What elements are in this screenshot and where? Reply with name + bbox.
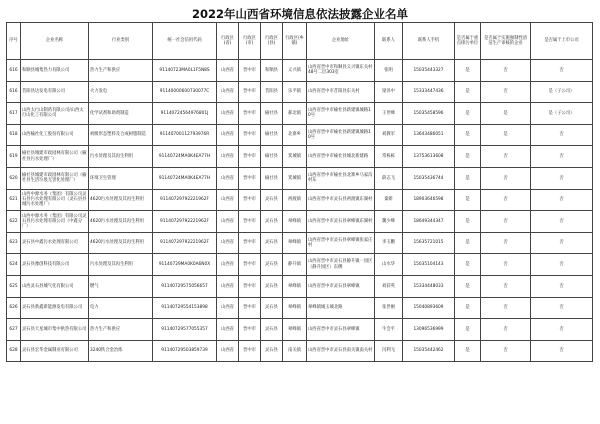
table-row [7,340,593,362]
township-cell: 箕城镇 [283,146,307,168]
listed-company-flag-cell: 否 [531,232,593,254]
contact-person-cell: 张明 [375,60,403,82]
table-row [7,189,593,211]
city-cell: 晋中市 [239,319,261,341]
clean-production-flag-cell: 否 [481,297,531,319]
industry-category-cell: 4620污水处理及其再生利用 [89,189,153,211]
county-cell: 灵石县 [261,275,283,297]
address-cell: 山西省晋中市榆社县北寨乡马家沟村东 [307,167,375,189]
county-cell: 昔阳县 [261,81,283,103]
table-row [7,60,593,82]
address-cell: 山西省晋中市灵石县翠峰镇 [307,275,375,297]
province-cell: 山西省 [217,297,239,319]
county-cell: 灵石县 [261,232,283,254]
row-number-cell: 616 [7,60,21,82]
contact-person-cell: 牛会平 [375,319,403,341]
table-row [7,167,593,189]
contact-phone-cell: 13753613608 [403,146,455,168]
key-polluter-flag-cell: 是 [455,275,481,297]
table-row [7,254,593,276]
company-name-cell: 昔阳县达发电有限公司 [21,81,89,103]
table-body [7,60,593,362]
city-cell: 晋中市 [239,211,261,233]
company-name-cell: 榆社县城建市政园林有限公司（榆社县污水处理厂） [21,146,89,168]
province-cell: 山西省 [217,167,239,189]
clean-production-flag-cell: 是 [481,124,531,146]
listed-company-flag-cell: 否 [531,254,593,276]
company-name-cell: 山西灵石县城气化有限公司 [21,275,89,297]
header-cell: 企业地址 [307,23,375,60]
key-polluter-flag-cell: 是 [455,146,481,168]
contact-person-cell: 刘教军 [375,124,403,146]
city-cell: 晋中市 [239,340,261,362]
company-name-cell: 山西中源水务（集团）有限公司灵石县污水处理有限公司（灵石县县城污水处理厂） [21,189,89,211]
address-cell: 山西省晋中市昔阳县东关村 [307,81,375,103]
industry-category-cell: 环境卫生管理 [89,167,153,189]
county-cell: 灵石县 [261,254,283,276]
table-row [7,275,593,297]
city-cell: 晋中市 [239,146,261,168]
page-title: 2022年山西省环境信息依法披露企业名单 [191,7,408,21]
key-polluter-flag-cell: 是 [455,211,481,233]
contact-person-cell: 常栋栋 [375,146,403,168]
province-cell: 山西省 [217,60,239,82]
credit-code-cell: 91140729MA0K0A6N0X [153,254,217,276]
listed-company-flag-cell: 否 [531,297,593,319]
city-cell: 晋中市 [239,189,261,211]
listed-company-flag-cell: 否 [531,340,593,362]
county-cell: 榆社县 [261,146,283,168]
contact-phone-cell: 15035458596 [403,103,455,125]
header-cell: 企业名称 [21,23,89,60]
company-name-cell: 榆社县城建市政园林有限公司（榆社县生活垃圾无害化处理厂） [21,167,89,189]
key-polluter-flag-cell: 是 [455,103,481,125]
company-name-cell: 灵石县豫创科技有限公司 [21,254,89,276]
province-cell: 山西省 [217,232,239,254]
industry-category-cell: 热力生产和供应 [89,319,153,341]
clean-production-flag-cell: 否 [481,232,531,254]
county-cell: 榆社县 [261,167,283,189]
city-cell: 晋中市 [239,167,261,189]
company-name-cell: 山西太行山制药有限公司/山西太行山化工有限公司 [21,103,89,125]
header-cell: 行政区(市) [239,23,261,60]
contact-person-cell: 秦新 [375,189,403,211]
header-cell: 是否属于上市公司 [531,23,593,60]
address-cell: 山西省晋中市灵石县南关镇南关村 [307,340,375,362]
key-polluter-flag-cell: 是 [455,81,481,103]
listed-company-flag-cell: 否 [531,211,593,233]
province-cell: 山西省 [217,103,239,125]
county-cell: 灵石县 [261,340,283,362]
header-cell: 行政区(省) [217,23,239,60]
township-cell: 乐平镇 [283,81,307,103]
industry-category-cell: 4620污水处理及其再生利用 [89,211,153,233]
county-cell: 灵石县 [261,189,283,211]
clean-production-flag-cell: 是 [481,103,531,125]
address-cell: 山西省晋中市灵石县静升镇一园区（静升园区）东侧 [307,254,375,276]
address-cell: 山西省晋中市榆社县新建镇城路10号 [307,124,375,146]
clean-production-flag-cell: 否 [481,60,531,82]
address-cell: 翠峰镇城玉城北路 [307,297,375,319]
credit-code-cell: 91140729554153898 [153,297,217,319]
listed-company-flag-cell: 否 [531,60,593,82]
address-cell: 山西省晋中市灵石县翠峰镇东湖村 [307,211,375,233]
province-cell: 山西省 [217,211,239,233]
key-polluter-flag-cell: 是 [455,254,481,276]
credit-code-cell: 91140729575056657 [153,275,217,297]
company-name-cell: 山西中源水务（集团）有限公司灵石县污水处理有限公司（中鑫分厂） [21,211,89,233]
key-polluter-flag-cell: 是 [455,124,481,146]
province-cell: 山西省 [217,189,239,211]
row-number-cell: 619 [7,146,21,168]
key-polluter-flag-cell: 是 [455,319,481,341]
company-name-cell: 灵石县新鑫新能源发电有限公司 [21,297,89,319]
key-polluter-flag-cell: 是 [455,167,481,189]
credit-code-cell: 91140724MA0K4EA77H [153,167,217,189]
province-cell: 山西省 [217,146,239,168]
contact-phone-cell: 15035436744 [403,167,455,189]
province-cell: 山西省 [217,124,239,146]
header-cell: 是否属于实施强制性清洁生产审核的企业 [481,23,531,60]
address-cell: 山西省晋中市和顺县义兴镇东关村48号二层303室 [307,60,375,82]
contact-phone-cell: 13643486051 [403,124,455,146]
table-row [7,146,593,168]
township-cell: 翠峰镇 [283,297,307,319]
township-cell: 翠峰镇 [283,232,307,254]
city-cell: 晋中市 [239,254,261,276]
industry-category-cell: 热力生产和供应 [89,60,153,82]
township-cell: 南关镇 [283,340,307,362]
row-number-cell: 621 [7,189,21,211]
header-cell: 行政区(乡镇) [283,23,307,60]
clean-production-flag-cell: 否 [481,319,531,341]
header-cell: 是否属于重点排污单位 [455,23,481,60]
township-cell: 两渡镇 [283,189,307,211]
address-cell: 山西省晋中市灵石县翠峰镇张家庄村 [307,232,375,254]
industry-category-cell: 3240铁合金冶炼 [89,340,153,362]
clean-production-flag-cell: 否 [481,211,531,233]
row-number-cell: 625 [7,275,21,297]
credit-code-cell: 91140729792221962F [153,232,217,254]
listed-company-flag-cell: 否 [531,275,593,297]
listed-company-flag-cell: 是（子公司） [531,103,593,125]
address-cell: 山西省晋中市榆社县新建镇城路10号 [307,103,375,125]
credit-code-cell: 91140724564976801J [153,103,217,125]
row-number-cell: 620 [7,167,21,189]
listed-company-flag-cell: 否 [531,167,593,189]
contact-person-cell: 刘彩英 [375,275,403,297]
township-cell: 北寨乡 [283,124,307,146]
credit-code-cell: 91140700112793976R [153,124,217,146]
table-header-row [7,23,593,60]
company-name-cell: 山西榆社化工股份有限公司 [21,124,89,146]
city-cell: 晋中市 [239,297,261,319]
table-row [7,211,593,233]
province-cell: 山西省 [217,275,239,297]
city-cell: 晋中市 [239,81,261,103]
listed-company-flag-cell: 否 [531,189,593,211]
contact-person-cell: 李玉鹏 [375,232,403,254]
industry-category-cell: 污水处理及其再生利用 [89,254,153,276]
contact-phone-cell: 18649344347 [403,211,455,233]
province-cell: 山西省 [217,340,239,362]
township-cell: 翠峰镇 [283,319,307,341]
county-cell: 榆社县 [261,103,283,125]
table-row [7,297,593,319]
city-cell: 晋中市 [239,232,261,254]
city-cell: 晋中市 [239,124,261,146]
company-name-cell: 灵石县宏华金属制业有限公司 [21,340,89,362]
row-number-cell: 623 [7,232,21,254]
listed-company-flag-cell: 否 [531,124,593,146]
contact-phone-cell: 15334448033 [403,275,455,297]
clean-production-flag-cell: 否 [481,189,531,211]
contact-phone-cell: 15035442462 [403,340,455,362]
county-cell: 灵石县 [261,319,283,341]
address-cell: 山西省晋中市灵石县翠峰镇 [307,319,375,341]
clean-production-flag-cell: 否 [481,146,531,168]
industry-category-cell: 火力发电 [89,81,153,103]
header-cell: 联系人手机 [403,23,455,60]
row-number-cell: 626 [7,297,21,319]
contact-person-cell: 山水华 [375,254,403,276]
industry-category-cell: 初级形态塑料及合成树脂制造 [89,124,153,146]
header-cell: 行业类别 [89,23,153,60]
enterprise-table [6,22,593,362]
city-cell: 晋中市 [239,275,261,297]
listed-company-flag-cell: 否 [531,319,593,341]
key-polluter-flag-cell: 是 [455,340,481,362]
listed-company-flag-cell: 是（子公司） [531,81,593,103]
contact-phone-cell: 15333447436 [403,81,455,103]
province-cell: 山西省 [217,81,239,103]
credit-code-cell: 91140724MA0K4EA77H [153,146,217,168]
clean-production-flag-cell: 否 [481,167,531,189]
township-cell: 箕城镇 [283,167,307,189]
row-number-cell: 617 [7,103,21,125]
company-name-cell: 灵石县天星城市集中供热有限公司 [21,319,89,341]
industry-category-cell: 4620污水处理及其再生利用 [89,232,153,254]
row-number-cell: 628 [7,340,21,362]
county-cell: 灵石县 [261,211,283,233]
listed-company-flag-cell: 否 [531,146,593,168]
contact-person-cell: 薛志飞 [375,167,403,189]
table-row [7,81,593,103]
contact-phone-cell: 15035443327 [403,60,455,82]
table-row [7,103,593,125]
province-cell: 山西省 [217,319,239,341]
contact-person-cell: 闫利飞 [375,340,403,362]
row-number-cell: 627 [7,319,21,341]
township-cell: 翠峰镇 [283,275,307,297]
clean-production-flag-cell: 否 [481,340,531,362]
contact-person-cell: 梁泽中 [375,81,403,103]
contact-phone-cell: 13096536999 [403,319,455,341]
row-number-cell: 618 [7,124,21,146]
industry-category-cell: 燃气 [89,275,153,297]
row-number-cell: 624 [7,254,21,276]
header-cell: 统一社会信用代码 [153,23,217,60]
credit-code-cell: 91140000600730077C [153,81,217,103]
header-cell: 行政区(县) [261,23,283,60]
credit-code-cell: 91140729577055357 [153,319,217,341]
contact-person-cell: 张世刚 [375,297,403,319]
company-name-cell: 灵石县中鑫污水处理有限公司 [21,232,89,254]
key-polluter-flag-cell: 是 [455,189,481,211]
township-cell: 郝北镇 [283,103,307,125]
county-cell: 榆社县 [261,124,283,146]
row-number-cell: 622 [7,211,21,233]
key-polluter-flag-cell: 是 [455,297,481,319]
industry-category-cell: 污水处理及其再生利用 [89,146,153,168]
credit-code-cell: 91140729503859739 [153,340,217,362]
county-cell: 灵石县 [261,297,283,319]
township-cell: 义兴镇 [283,60,307,82]
clean-production-flag-cell: 否 [481,254,531,276]
contact-phone-cell: 15035104143 [403,254,455,276]
credit-code-cell: 91140729792221962F [153,211,217,233]
county-cell: 和顺县 [261,60,283,82]
credit-code-cell: 91140723MA0L1F5N8S [153,60,217,82]
province-cell: 山西省 [217,254,239,276]
key-polluter-flag-cell: 是 [455,60,481,82]
table-row [7,319,593,341]
table-row [7,232,593,254]
contact-person-cell: 魏少峰 [375,211,403,233]
contact-phone-cell: 15635721015 [403,232,455,254]
credit-code-cell: 91140729792221962F [153,189,217,211]
clean-production-flag-cell: 否 [481,275,531,297]
contact-phone-cell: 15040893609 [403,297,455,319]
header-cell: 序号 [7,23,21,60]
address-cell: 山西省晋中市灵石县两渡镇东湖村 [307,189,375,211]
township-cell: 翠峰镇 [283,211,307,233]
table-row [7,124,593,146]
city-cell: 晋中市 [239,103,261,125]
township-cell: 静升镇 [283,254,307,276]
industry-category-cell: 电力 [89,297,153,319]
key-polluter-flag-cell: 是 [455,232,481,254]
contact-phone-cell: 18903646598 [403,189,455,211]
industry-category-cell: 化学试剂和助剂制造 [89,103,153,125]
city-cell: 晋中市 [239,60,261,82]
row-number-cell: 616 [7,81,21,103]
contact-person-cell: 王世峰 [375,103,403,125]
header-cell: 联系人 [375,23,403,60]
company-name-cell: 和顺县城集热力有限公司 [21,60,89,82]
address-cell: 山西省晋中市榆社县城北新建路 [307,146,375,168]
clean-production-flag-cell: 否 [481,81,531,103]
